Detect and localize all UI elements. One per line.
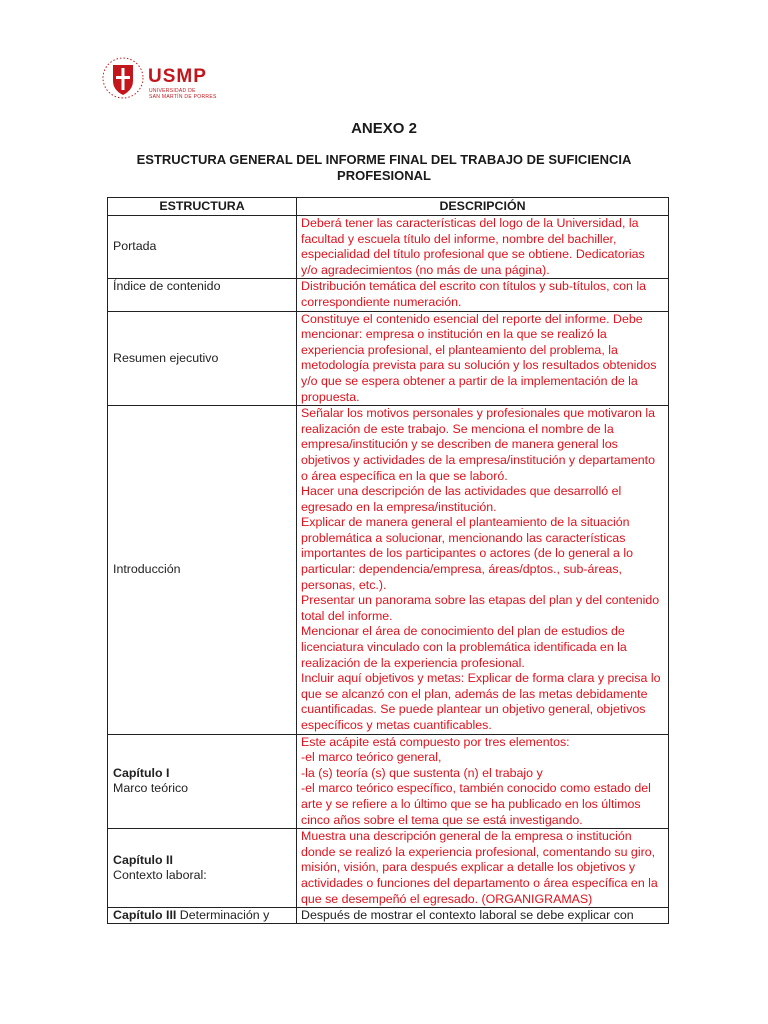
row-label-capitulo-2 <box>108 829 297 908</box>
chapter-name: Marco teórico <box>113 781 189 796</box>
annex-title: ANEXO 2 <box>351 120 417 137</box>
table-row <box>108 406 669 734</box>
table-row <box>108 311 669 406</box>
column-header-description: DESCRIPCIÓN <box>297 198 669 216</box>
university-seal-icon <box>100 54 146 104</box>
row-label-capitulo-3 <box>108 908 297 924</box>
table-row <box>108 216 669 279</box>
document-title: ESTRUCTURA GENERAL DEL INFORME FINAL DEL TRABAJO DE SUFICIENCIA PROFESIONAL <box>136 152 632 183</box>
row-label-indice: Índice de contenido <box>108 279 297 311</box>
table-header-row <box>108 198 669 216</box>
table-row <box>108 908 669 924</box>
table-row <box>108 734 669 829</box>
table-row <box>108 829 669 908</box>
usmp-logo <box>100 54 230 106</box>
logo-subtext: UNIVERSIDAD DE SAN MARTÍN DE PORRES <box>149 88 217 100</box>
logo-wordmark: USMP <box>148 66 207 87</box>
row-description: Señalar los motivos personales y profesionales que motivaron la realización de este trabajo. Se menciona el nombre de la empresa/institución y se describen de manera general los objetivos y actividades de la empresa/institución y departamento o área específica en la que se laboró. Hacer una descripción de las actividades que desarrolló el egresado en la empresa/institución. Explicar de manera general el planteamiento de la situación problemática a solucionar, mencionando las características importantes de los participantes o actores (de lo general a lo particular: dependencia/empresa, áreas/dptos., sub-áreas, personas, etc.). Presentar un panorama sobre las etapas del plan y del contenido total del informe. Mencionar el área de conocimiento del plan de estudios de licenciatura vinculado con la problemática identificada en la realización de la experiencia profesional. Incluir aquí objetivos y metas: Explicar de forma clara y precisa lo que se alcanzó con el plan, además de las metas debidamente cuantificadas. Se puede plantear un objetivo general, objetivos específicos y metas cuantificables. <box>297 406 669 734</box>
column-header-structure: ESTRUCTURA <box>108 198 297 216</box>
chapter-name: Determinación y <box>179 908 270 923</box>
row-label-resumen: Resumen ejecutivo <box>108 311 297 406</box>
row-description: Después de mostrar el contexto laboral se debe explicar con <box>297 908 669 924</box>
row-label-portada: Portada <box>108 216 297 279</box>
table-row <box>108 279 669 311</box>
structure-table <box>107 197 669 924</box>
row-description: Deberá tener las características del logo de la Universidad, la facultad y escuela título del informe, nombre del bachiller, especialidad del título profesional que se obtiene. Dedicatorias y/o agradecimientos (no más de una página). <box>297 216 669 279</box>
chapter-number: Capítulo II <box>113 852 173 867</box>
row-description: Este acápite está compuesto por tres elementos: -el marco teórico general, -la (s) teoría (s) que sustenta (n) el trabajo y -el marco teórico específico, también conocido como estado del arte y se refiere a lo último que se ha publicado en los últimos cinco años sobre el tema que se está investigando. <box>297 734 669 829</box>
row-description: Distribución temática del escrito con títulos y sub-títulos, con la correspondiente numeración. <box>297 279 669 311</box>
row-label-capitulo-1 <box>108 734 297 829</box>
chapter-number: Capítulo I <box>113 765 170 780</box>
row-description: Muestra una descripción general de la empresa o institución donde se realizó la experiencia profesional, comentando su giro, misión, visión, para después explicar a detalle los objetivos y actividades o funciones del departamento o área específica en la que se desempeñó el egresado. (ORGANIGRAMAS) <box>297 829 669 908</box>
chapter-name: Contexto laboral: <box>113 868 207 883</box>
chapter-number: Capítulo III <box>113 908 177 923</box>
row-description: Constituye el contenido esencial del reporte del informe. Debe mencionar: empresa o institución en la que se realizó la experiencia profesional, el planteamiento del problema, la metodología prevista para su solución y los resultados obtenidos y/o que se espera obtener a partir de la implementación de la propuesta. <box>297 311 669 406</box>
row-label-introduccion: Introducción <box>108 406 297 734</box>
